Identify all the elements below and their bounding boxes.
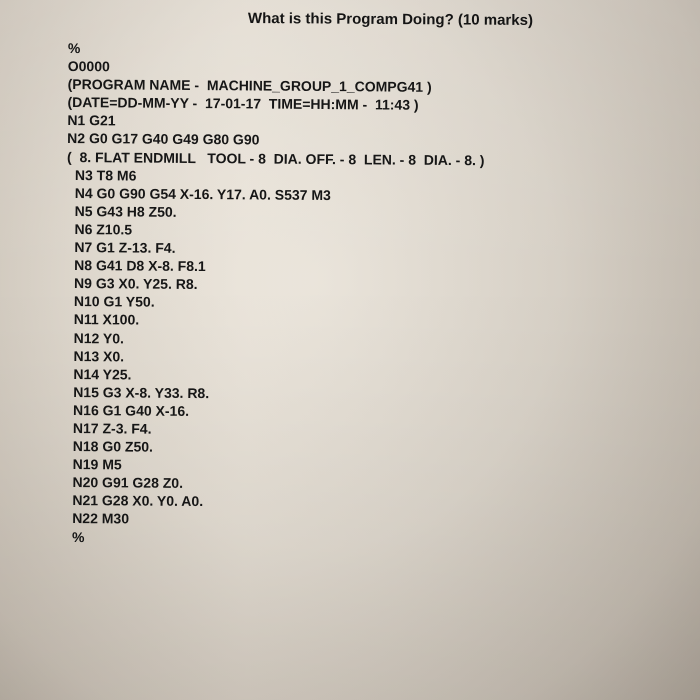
program-line: N9 G3 X0. Y25. R8.	[74, 275, 198, 293]
program-line: N17 Z-3. F4.	[72, 420, 152, 437]
program-line: N1 G21	[67, 112, 116, 129]
nc-program-listing	[64, 39, 485, 549]
program-line: N11 X100.	[73, 311, 140, 328]
program-line: N21 G28 X0. Y0. A0.	[72, 492, 204, 510]
question-title: What is this Program Doing? (10 marks)	[247, 10, 534, 29]
program-line: N2 G0 G17 G40 G49 G80 G90	[67, 130, 260, 148]
program-line: N12 Y0.	[73, 329, 125, 346]
program-line: (PROGRAM NAME - MACHINE_GROUP_1_COMPG41 )	[67, 76, 432, 96]
program-line: N8 G41 D8 X-8. F8.1	[74, 257, 206, 275]
program-line: N18 G0 Z50.	[72, 438, 154, 455]
program-line: ( 8. FLAT ENDMILL TOOL - 8 DIA. OFF. - 8 LEN. - 8 DIA. - 8. )	[67, 148, 485, 168]
program-line: N20 G91 G28 Z0.	[72, 474, 184, 492]
program-line: N4 G0 G90 G54 X-16. Y17. A0. S537 M3	[74, 184, 331, 203]
program-line: N7 G1 Z-13. F4.	[74, 239, 176, 256]
program-line: N19 M5	[72, 456, 122, 473]
program-line: (DATE=DD-MM-YY - 17-01-17 TIME=HH:MM - 11:43 )	[67, 94, 419, 114]
program-line: N10 G1 Y50.	[73, 293, 155, 311]
program-line: O0000	[67, 58, 110, 75]
program-line: N15 G3 X-8. Y33. R8.	[73, 383, 210, 401]
program-line: %	[67, 39, 81, 57]
program-line: N16 G1 G40 X-16.	[73, 401, 190, 419]
program-line: N3 T8 M6	[74, 166, 137, 184]
program-line: N5 G43 H8 Z50.	[74, 202, 177, 220]
program-line: %	[72, 528, 85, 545]
program-line: N14 Y25.	[73, 365, 132, 383]
program-line: N6 Z10.5	[74, 220, 133, 238]
program-line: N22 M30	[72, 510, 130, 527]
program-line: N13 X0.	[73, 347, 125, 365]
